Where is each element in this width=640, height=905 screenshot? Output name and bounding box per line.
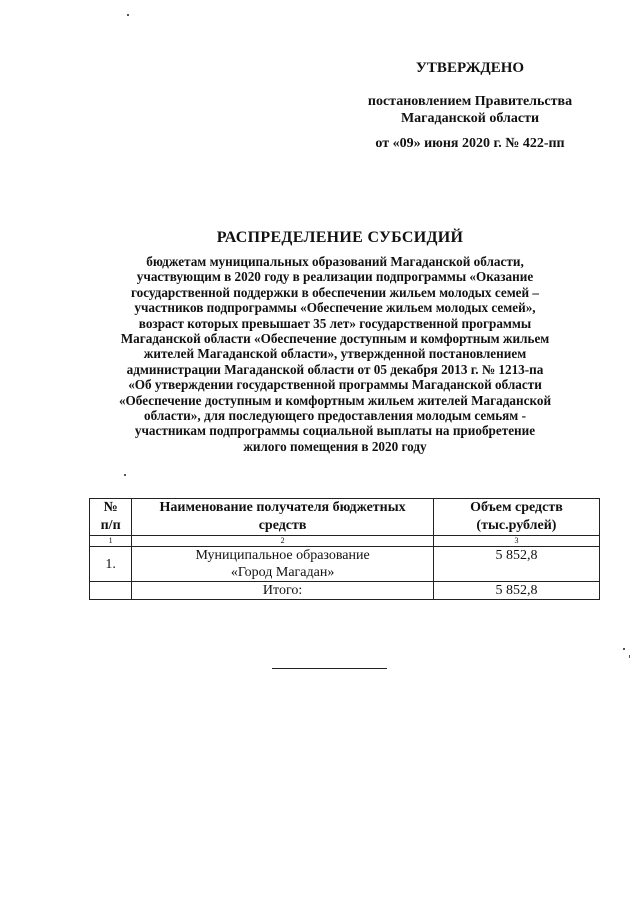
column-number: 3 (433, 536, 599, 547)
column-number: 1 (90, 536, 132, 547)
decree-line: Магаданской области (400, 111, 540, 126)
subtitle-line: бюджетам муниципальных образований Магаданской области, (146, 254, 524, 269)
total-amount: 5 852,8 (433, 582, 599, 600)
subtitle-line: жителей Магаданской области», утвержденной постановлением (143, 346, 527, 362)
header-amount (433, 499, 599, 536)
table-header-row (90, 499, 600, 536)
header-text: (тыс.рублей) (476, 518, 557, 533)
subtitle-line: «Обеспечение доступным и комфортным жильем жителей Магаданской (118, 392, 552, 408)
row-recipient (132, 547, 434, 582)
subtitle-line: администрации Магаданской области от 05 декабря 2013 г. № 1213-па (126, 361, 544, 377)
document-title: РАСПРЕДЕЛЕНИЕ СУБСИДИЙ (216, 229, 464, 246)
subtitle-line: жилого помещения в 2020 году (243, 438, 427, 454)
subtitle-line: участников подпрограммы «Обеспечение жильем молодых семей», (134, 300, 536, 316)
subsidy-table (89, 498, 600, 600)
scan-speck (623, 648, 625, 650)
header-text: № (103, 500, 118, 515)
recipient-line: Муниципальное образование (195, 548, 370, 563)
header-text: Объем средств (470, 500, 563, 515)
column-number: 2 (132, 536, 434, 547)
document-subtitle (85, 254, 585, 454)
subtitle-line: возраст которых превышает 35 лет» государственной программы (138, 315, 532, 331)
approval-stamp-title: УТВЕРЖДЕНО (415, 60, 525, 76)
scan-speck (124, 474, 126, 476)
subtitle-line: «Об утверждении государственной программы Магаданской области (128, 377, 542, 393)
subtitle-line: области», для последующего предоставления молодым семьям - (144, 408, 526, 424)
subtitle-line: участникам подпрограммы социальной выплаты на приобретение (134, 423, 536, 439)
total-row (90, 582, 600, 600)
table-row (90, 547, 600, 582)
subtitle-line: Магаданской области «Обеспечение доступным и комфортным жильем (120, 331, 550, 347)
row-amount: 5 852,8 (433, 547, 599, 582)
header-recipient (132, 499, 434, 536)
decree-date-number: от «09» июня 2020 г. № 422-пп (375, 136, 565, 151)
decree-line: постановлением Правительства (367, 94, 573, 109)
recipient-line: «Город Магадан» (230, 565, 335, 580)
subtitle-line: участвующим в 2020 году в реализации подпрограммы «Оказание (136, 269, 534, 285)
header-number (90, 499, 132, 536)
decree-reference (345, 93, 595, 127)
total-label: Итого: (132, 582, 434, 600)
end-divider (272, 668, 387, 669)
row-number: 1. (90, 547, 132, 582)
total-empty-cell (90, 582, 132, 600)
header-text: средств (258, 518, 307, 533)
header-text: п/п (100, 518, 121, 533)
scan-speck (629, 655, 630, 658)
subtitle-line: государственной поддержки в обеспечении жильем молодых семей – (130, 284, 540, 300)
scan-speck (127, 14, 129, 16)
header-text: Наименование получателя бюджетных (159, 500, 406, 515)
column-number-row (90, 536, 600, 547)
